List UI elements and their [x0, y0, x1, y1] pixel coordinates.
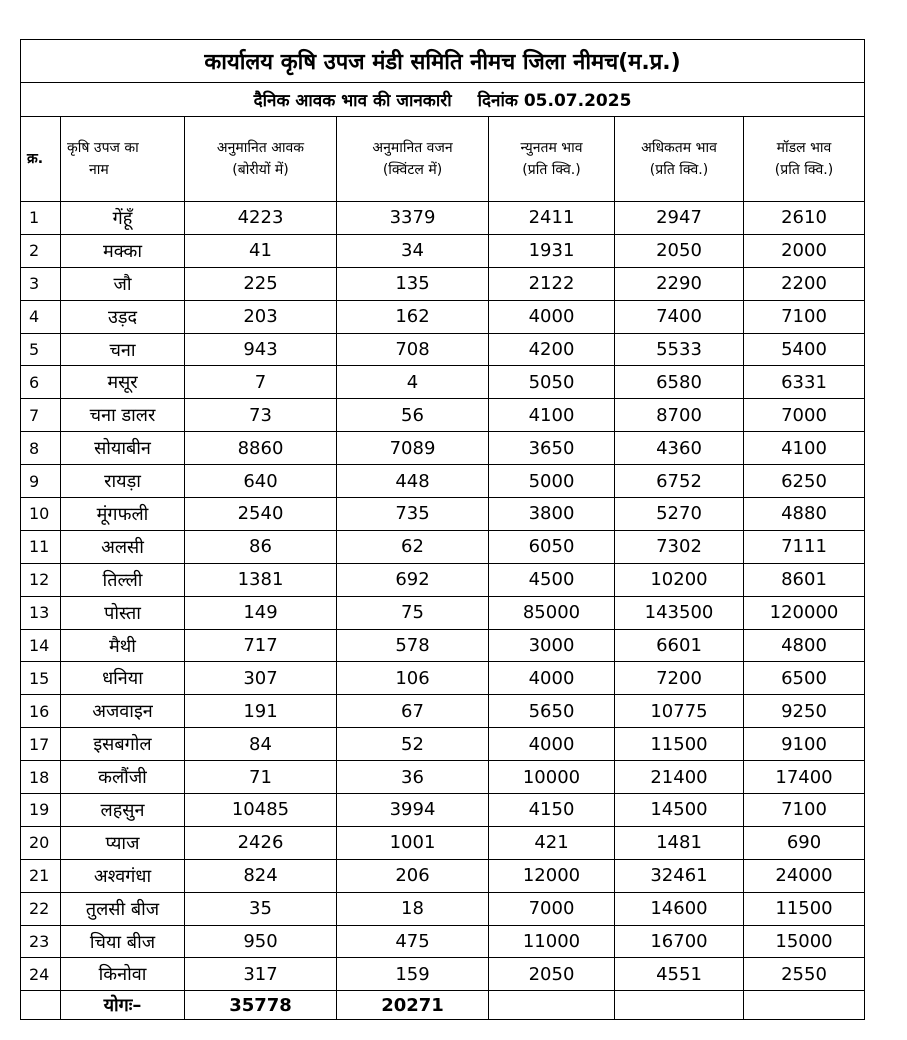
- serial-cell: 17: [21, 728, 61, 761]
- crop-name-cell: मक्का: [61, 234, 185, 267]
- crop-name-cell: धनिया: [61, 662, 185, 695]
- serial-cell: 16: [21, 695, 61, 728]
- modal-price-cell: 15000: [744, 925, 865, 958]
- modal-price-cell: 2550: [744, 958, 865, 991]
- weight-cell: 159: [337, 958, 489, 991]
- min-price-cell: 3650: [489, 432, 615, 465]
- serial-cell: 24: [21, 958, 61, 991]
- weight-cell: 4: [337, 366, 489, 399]
- crop-name-cell: चना: [61, 333, 185, 366]
- max-price-cell: 6580: [615, 366, 744, 399]
- arrival-cell: 2426: [185, 826, 337, 859]
- max-price-cell: 4360: [615, 432, 744, 465]
- table-row: [21, 629, 865, 662]
- totals-blank: [21, 991, 61, 1020]
- table-row: [21, 530, 865, 563]
- table-row: [21, 465, 865, 498]
- weight-cell: 708: [337, 333, 489, 366]
- table-row: [21, 826, 865, 859]
- max-price-cell: 14500: [615, 794, 744, 827]
- crop-name-cell: अजवाइन: [61, 695, 185, 728]
- modal-price-cell: 4100: [744, 432, 865, 465]
- arrival-cell: 4223: [185, 202, 337, 235]
- crop-name-cell: इसबगोल: [61, 728, 185, 761]
- col-arrival: अनुमानित आवक (बोरीयों में): [185, 117, 337, 202]
- mandi-rate-table: [20, 39, 865, 1020]
- col-min-price: न्युनतम भाव (प्रति क्वि.): [489, 117, 615, 202]
- min-price-cell: 5650: [489, 695, 615, 728]
- serial-cell: 15: [21, 662, 61, 695]
- page-title: कार्यालय कृषि उपज मंडी समिति नीमच जिला नीमच(म.प्र.): [21, 40, 865, 83]
- modal-price-cell: 9250: [744, 695, 865, 728]
- modal-price-cell: 17400: [744, 761, 865, 794]
- max-price-cell: 4551: [615, 958, 744, 991]
- arrival-cell: 10485: [185, 794, 337, 827]
- max-price-cell: 6752: [615, 465, 744, 498]
- serial-cell: 2: [21, 234, 61, 267]
- weight-cell: 52: [337, 728, 489, 761]
- max-price-cell: 7200: [615, 662, 744, 695]
- table-row: [21, 432, 865, 465]
- weight-cell: 36: [337, 761, 489, 794]
- min-price-cell: 5000: [489, 465, 615, 498]
- min-price-cell: 4000: [489, 662, 615, 695]
- table-row: [21, 498, 865, 531]
- max-price-cell: 11500: [615, 728, 744, 761]
- serial-cell: 14: [21, 629, 61, 662]
- arrival-cell: 203: [185, 300, 337, 333]
- totals-blank: [489, 991, 615, 1020]
- table-row: [21, 695, 865, 728]
- table-row: [21, 892, 865, 925]
- arrival-cell: 8860: [185, 432, 337, 465]
- column-header-row: [21, 117, 865, 202]
- arrival-cell: 7: [185, 366, 337, 399]
- report-sheet: [20, 39, 864, 1020]
- crop-name-cell: मैथी: [61, 629, 185, 662]
- serial-cell: 11: [21, 530, 61, 563]
- table-row: [21, 958, 865, 991]
- subtitle-text: दैनिक आवक भाव की जानकारी: [253, 91, 452, 111]
- modal-price-cell: 24000: [744, 859, 865, 892]
- crop-name-cell: चिया बीज: [61, 925, 185, 958]
- serial-cell: 7: [21, 399, 61, 432]
- table-row: [21, 202, 865, 235]
- serial-cell: 23: [21, 925, 61, 958]
- arrival-cell: 41: [185, 234, 337, 267]
- min-price-cell: 4500: [489, 563, 615, 596]
- arrival-cell: 717: [185, 629, 337, 662]
- weight-cell: 67: [337, 695, 489, 728]
- arrival-cell: 225: [185, 267, 337, 300]
- max-price-cell: 14600: [615, 892, 744, 925]
- max-price-cell: 7302: [615, 530, 744, 563]
- min-price-cell: 4100: [489, 399, 615, 432]
- report-subtitle: [21, 83, 865, 117]
- table-row: [21, 761, 865, 794]
- min-price-cell: 2050: [489, 958, 615, 991]
- min-price-cell: 1931: [489, 234, 615, 267]
- modal-price-cell: 7100: [744, 794, 865, 827]
- modal-price-cell: 4880: [744, 498, 865, 531]
- min-price-cell: 3800: [489, 498, 615, 531]
- weight-cell: 1001: [337, 826, 489, 859]
- crop-name-cell: उड़द: [61, 300, 185, 333]
- modal-price-cell: 6500: [744, 662, 865, 695]
- weight-cell: 56: [337, 399, 489, 432]
- serial-cell: 22: [21, 892, 61, 925]
- crop-name-cell: मसूर: [61, 366, 185, 399]
- table-row: [21, 333, 865, 366]
- min-price-cell: 2122: [489, 267, 615, 300]
- serial-cell: 13: [21, 596, 61, 629]
- serial-cell: 1: [21, 202, 61, 235]
- arrival-cell: 149: [185, 596, 337, 629]
- serial-cell: 18: [21, 761, 61, 794]
- arrival-cell: 950: [185, 925, 337, 958]
- min-price-cell: 421: [489, 826, 615, 859]
- min-price-cell: 6050: [489, 530, 615, 563]
- crop-name-cell: अश्वगंधा: [61, 859, 185, 892]
- col-weight: अनुमानित वजन (क्विंटल में): [337, 117, 489, 202]
- arrival-cell: 943: [185, 333, 337, 366]
- serial-cell: 9: [21, 465, 61, 498]
- weight-cell: 692: [337, 563, 489, 596]
- weight-cell: 34: [337, 234, 489, 267]
- min-price-cell: 2411: [489, 202, 615, 235]
- weight-cell: 448: [337, 465, 489, 498]
- weight-cell: 135: [337, 267, 489, 300]
- totals-row: [21, 991, 865, 1020]
- weight-cell: 3379: [337, 202, 489, 235]
- arrival-cell: 35: [185, 892, 337, 925]
- max-price-cell: 10200: [615, 563, 744, 596]
- max-price-cell: 32461: [615, 859, 744, 892]
- min-price-cell: 4150: [489, 794, 615, 827]
- crop-name-cell: चना डालर: [61, 399, 185, 432]
- max-price-cell: 143500: [615, 596, 744, 629]
- crop-name-cell: तिल्ली: [61, 563, 185, 596]
- max-price-cell: 5270: [615, 498, 744, 531]
- arrival-cell: 1381: [185, 563, 337, 596]
- crop-name-cell: मूंगफली: [61, 498, 185, 531]
- table-row: [21, 234, 865, 267]
- max-price-cell: 5533: [615, 333, 744, 366]
- table-row: [21, 300, 865, 333]
- crop-name-cell: प्याज: [61, 826, 185, 859]
- modal-price-cell: 6331: [744, 366, 865, 399]
- arrival-cell: 317: [185, 958, 337, 991]
- max-price-cell: 21400: [615, 761, 744, 794]
- modal-price-cell: 5400: [744, 333, 865, 366]
- crop-name-cell: किनोवा: [61, 958, 185, 991]
- min-price-cell: 4000: [489, 728, 615, 761]
- serial-cell: 10: [21, 498, 61, 531]
- min-price-cell: 10000: [489, 761, 615, 794]
- weight-cell: 3994: [337, 794, 489, 827]
- serial-cell: 20: [21, 826, 61, 859]
- table-row: [21, 563, 865, 596]
- totals-blank: [744, 991, 865, 1020]
- serial-cell: 21: [21, 859, 61, 892]
- modal-price-cell: 2000: [744, 234, 865, 267]
- min-price-cell: 4200: [489, 333, 615, 366]
- arrival-cell: 191: [185, 695, 337, 728]
- arrival-cell: 824: [185, 859, 337, 892]
- serial-cell: 3: [21, 267, 61, 300]
- weight-cell: 206: [337, 859, 489, 892]
- arrival-cell: 86: [185, 530, 337, 563]
- max-price-cell: 7400: [615, 300, 744, 333]
- modal-price-cell: 2200: [744, 267, 865, 300]
- min-price-cell: 11000: [489, 925, 615, 958]
- col-crop-name: कृषि उपज का नाम: [61, 117, 185, 202]
- arrival-cell: 640: [185, 465, 337, 498]
- arrival-cell: 71: [185, 761, 337, 794]
- min-price-cell: 7000: [489, 892, 615, 925]
- weight-cell: 62: [337, 530, 489, 563]
- serial-cell: 5: [21, 333, 61, 366]
- table-body: [21, 202, 865, 991]
- modal-price-cell: 11500: [744, 892, 865, 925]
- max-price-cell: 10775: [615, 695, 744, 728]
- modal-price-cell: 690: [744, 826, 865, 859]
- total-weight: 20271: [337, 991, 489, 1020]
- max-price-cell: 6601: [615, 629, 744, 662]
- report-date: दिनांक 05.07.2025: [477, 91, 632, 111]
- table-row: [21, 596, 865, 629]
- arrival-cell: 84: [185, 728, 337, 761]
- table-row: [21, 267, 865, 300]
- crop-name-cell: जौ: [61, 267, 185, 300]
- crop-name-cell: गेंहूँ: [61, 202, 185, 235]
- crop-name-cell: अलसी: [61, 530, 185, 563]
- crop-name-cell: लहसुन: [61, 794, 185, 827]
- modal-price-cell: 120000: [744, 596, 865, 629]
- table-row: [21, 662, 865, 695]
- modal-price-cell: 8601: [744, 563, 865, 596]
- crop-name-cell: कलौंजी: [61, 761, 185, 794]
- serial-cell: 4: [21, 300, 61, 333]
- modal-price-cell: 9100: [744, 728, 865, 761]
- max-price-cell: 2050: [615, 234, 744, 267]
- arrival-cell: 2540: [185, 498, 337, 531]
- col-serial: क्र.: [21, 117, 61, 202]
- arrival-cell: 73: [185, 399, 337, 432]
- modal-price-cell: 4800: [744, 629, 865, 662]
- weight-cell: 18: [337, 892, 489, 925]
- weight-cell: 75: [337, 596, 489, 629]
- modal-price-cell: 7100: [744, 300, 865, 333]
- min-price-cell: 5050: [489, 366, 615, 399]
- table-row: [21, 366, 865, 399]
- total-arrival: 35778: [185, 991, 337, 1020]
- serial-cell: 12: [21, 563, 61, 596]
- serial-cell: 8: [21, 432, 61, 465]
- serial-cell: 19: [21, 794, 61, 827]
- min-price-cell: 3000: [489, 629, 615, 662]
- crop-name-cell: सोयाबीन: [61, 432, 185, 465]
- max-price-cell: 2290: [615, 267, 744, 300]
- crop-name-cell: तुलसी बीज: [61, 892, 185, 925]
- col-modal-price: मॉडल भाव (प्रति क्वि.): [744, 117, 865, 202]
- modal-price-cell: 7111: [744, 530, 865, 563]
- modal-price-cell: 2610: [744, 202, 865, 235]
- totals-blank: [615, 991, 744, 1020]
- max-price-cell: 8700: [615, 399, 744, 432]
- table-row: [21, 925, 865, 958]
- weight-cell: 735: [337, 498, 489, 531]
- table-row: [21, 728, 865, 761]
- table-row: [21, 794, 865, 827]
- crop-name-cell: रायड़ा: [61, 465, 185, 498]
- min-price-cell: 12000: [489, 859, 615, 892]
- modal-price-cell: 6250: [744, 465, 865, 498]
- arrival-cell: 307: [185, 662, 337, 695]
- col-max-price: अधिकतम भाव (प्रति क्वि.): [615, 117, 744, 202]
- min-price-cell: 85000: [489, 596, 615, 629]
- weight-cell: 7089: [337, 432, 489, 465]
- totals-label: योगः–: [61, 991, 185, 1020]
- crop-name-cell: पोस्ता: [61, 596, 185, 629]
- table-row: [21, 399, 865, 432]
- weight-cell: 106: [337, 662, 489, 695]
- min-price-cell: 4000: [489, 300, 615, 333]
- table-row: [21, 859, 865, 892]
- max-price-cell: 2947: [615, 202, 744, 235]
- max-price-cell: 1481: [615, 826, 744, 859]
- weight-cell: 578: [337, 629, 489, 662]
- serial-cell: 6: [21, 366, 61, 399]
- weight-cell: 475: [337, 925, 489, 958]
- max-price-cell: 16700: [615, 925, 744, 958]
- weight-cell: 162: [337, 300, 489, 333]
- modal-price-cell: 7000: [744, 399, 865, 432]
